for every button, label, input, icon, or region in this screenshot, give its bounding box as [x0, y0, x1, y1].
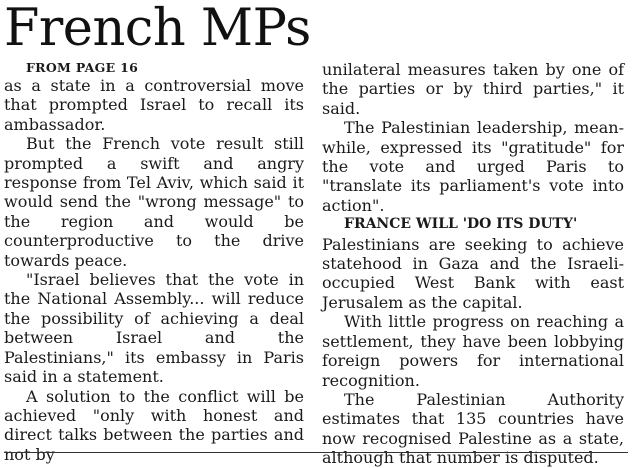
body-paragraph: The Palestinian Authority estimates that 135 countries have now recognised Palestine as a state, although that number is disputed.: [322, 389, 624, 468]
from-page-label: FROM PAGE 16: [26, 60, 139, 75]
body-paragraph: With little progress on reaching a settlement, they have been lobbying foreign powers for international recognition.: [322, 312, 624, 390]
body-paragraph: The Palestinian leadership, meanwhile, expressed its "gratitude" for the vote and urged Paris to "translate its parliament's vote into action".: [322, 118, 624, 215]
bottom-rule: [4, 452, 628, 453]
body-paragraph: unilateral measures taken by one of the parties or by third parties," it said.: [322, 60, 624, 118]
headline: French MPs: [4, 0, 311, 58]
left-column: [4, 60, 304, 464]
subhead: FRANCE WILL 'DO ITS DUTY': [344, 216, 578, 233]
body-paragraph: as a state in a controversial move that prompted Israel to recall its ambassador.: [4, 76, 304, 134]
body-paragraph: But the French vote result still prompted a swift and angry response from Tel Aviv, which said it would send the "wrong message" to the region and would be counterproductive to the drive towards peace.: [4, 134, 304, 270]
body-paragraph: "Israel believes that the vote in the National Assembly... will reduce the possibility of achieving a deal between Israel and the Palestinians," its embassy in Paris said in a statement.: [4, 270, 304, 387]
body-paragraph: A solution to the conflict will be achieved "only with honest and direct talks between the parties and not by: [4, 386, 304, 464]
right-column: [322, 60, 624, 468]
body-paragraph: Palestinians are seeking to achieve statehood in Gaza and the Israeli-occupied West Bank with east Jerusalem as the capital.: [322, 234, 624, 312]
